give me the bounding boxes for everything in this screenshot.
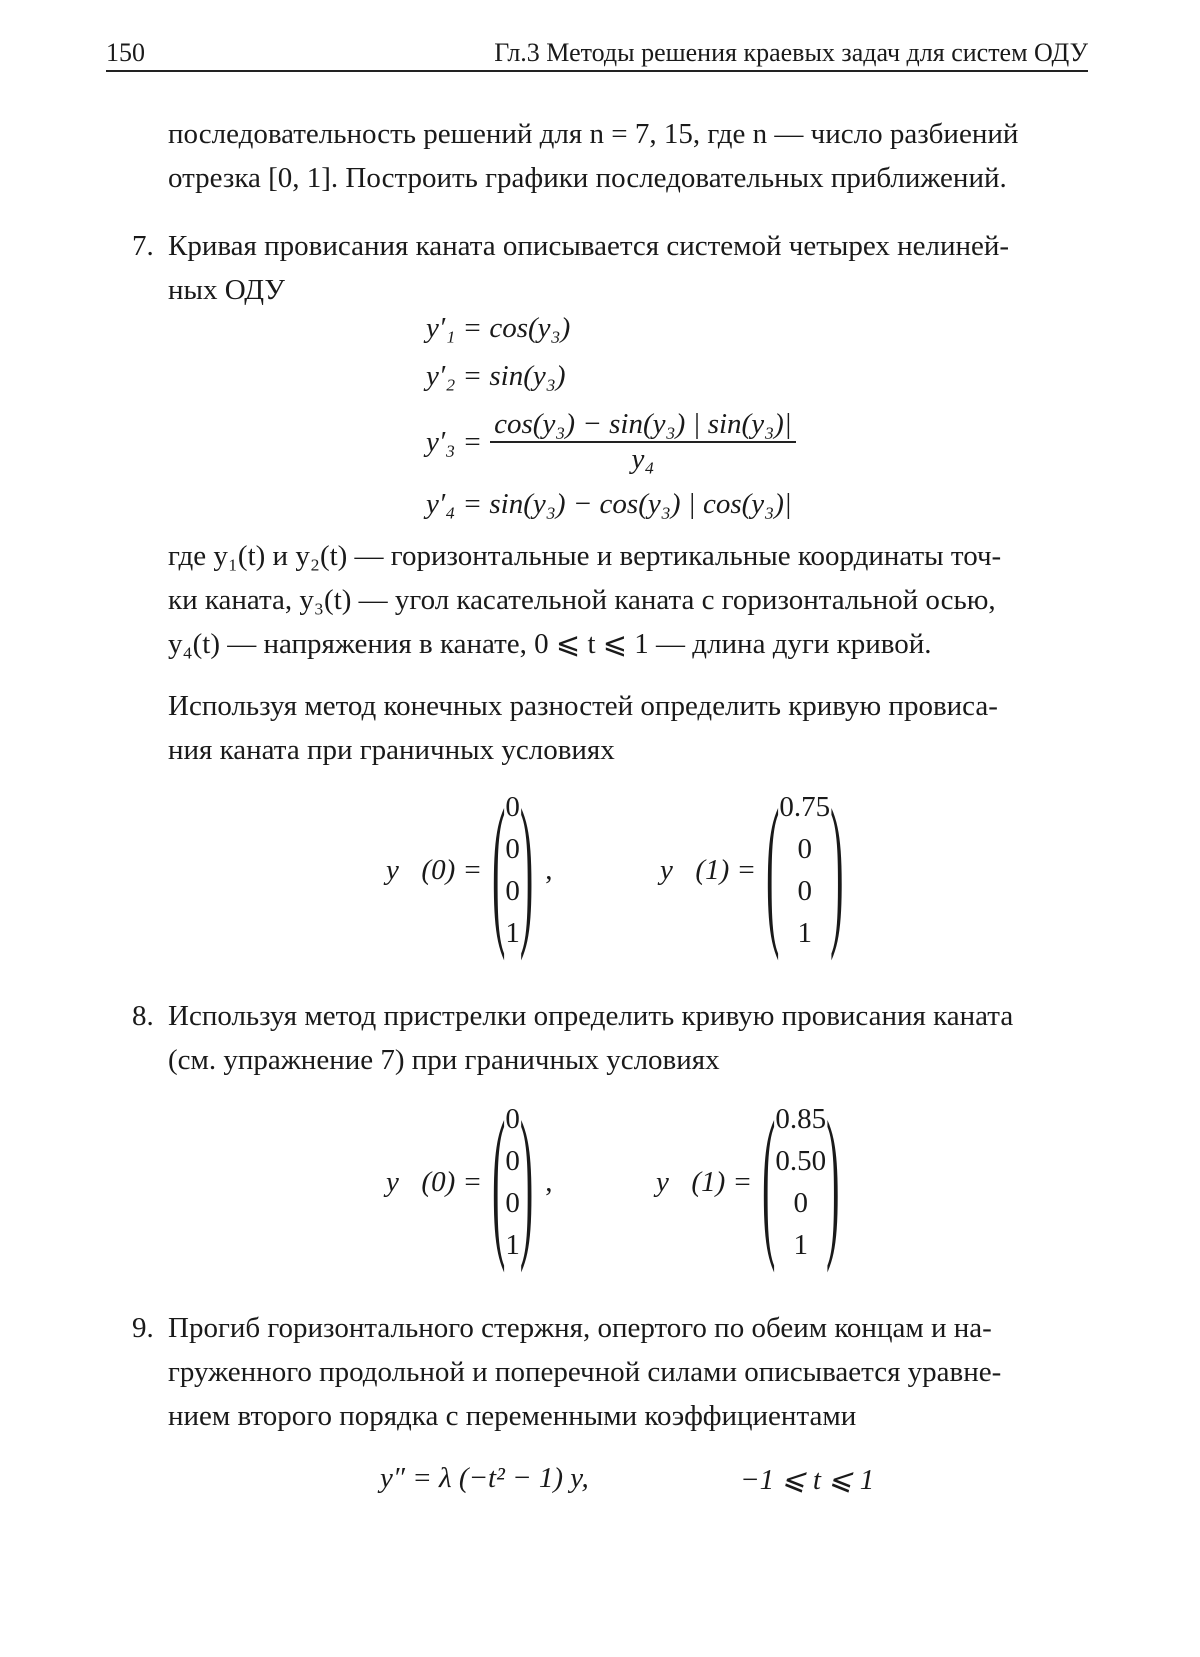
exercise-9-line-1: Прогиб горизонтального стержня, опертого по обеим концам и на-	[168, 1312, 992, 1344]
right-paren: )	[519, 1085, 534, 1275]
bc-right-label: y⃗(1) =	[656, 1165, 753, 1198]
left-paren: (	[766, 773, 780, 963]
right-paren: )	[830, 773, 844, 963]
vector-entry: 0.85	[775, 1103, 827, 1135]
ode-equation-3-denominator: y₄	[631, 443, 655, 475]
left-paren: (	[762, 1085, 776, 1275]
header-rule	[106, 70, 1088, 72]
bc-left-label: y⃗(0) =	[386, 1165, 483, 1198]
exercise-7-bc-right	[660, 773, 844, 963]
vector-entry: 1	[793, 1229, 809, 1261]
exercise-7-number: 7.	[132, 230, 154, 262]
vector-entry: 0	[797, 875, 813, 907]
chapter-title: Гл.3 Методы решения краевых задач для систем ОДУ	[494, 38, 1088, 67]
ode-equation-3-lhs: y′₃ =	[426, 425, 483, 458]
bc-right-vector	[779, 786, 830, 954]
exercise-7-line-2: ных ОДУ	[168, 274, 285, 306]
exercise-7-task-2: ния каната при граничных условиях	[168, 734, 615, 766]
rod-equation-range: −1 ⩽ t ⩽ 1	[740, 1464, 875, 1496]
exercise-9-line-3: нием второго порядка с переменными коэффициентами	[168, 1400, 857, 1432]
page-number: 150	[106, 38, 145, 67]
bc-right-label: y⃗(1) =	[660, 853, 757, 886]
bc-left-label: y⃗(0) =	[386, 853, 483, 886]
intro-line-2: отрезка [0, 1]. Построить графики последовательных приближений.	[168, 162, 1007, 194]
exercise-8-bc-right	[656, 1085, 840, 1275]
vector-entry: 1	[505, 917, 520, 949]
exercise-7-line-1: Кривая провисания каната описывается системой четырех нелиней-	[168, 230, 1010, 262]
intro-line-1: последовательность решений для n = 7, 15, где n — число разбиений	[168, 118, 1019, 150]
exercise-9-number: 9.	[132, 1312, 154, 1344]
exercise-9-line-2: груженного продольной и поперечной силами описывается уравне-	[168, 1356, 1002, 1388]
vector-entry: 0	[797, 833, 813, 865]
ode-equation-2: y′₂ = sin(y₃)	[426, 360, 566, 392]
bc-left-vector	[505, 786, 520, 954]
left-paren: (	[492, 1085, 506, 1275]
bc-separator: ,	[545, 853, 553, 886]
exercise-8-line-1: Используя метод пристрелки определить кривую провисания каната	[168, 1000, 1014, 1032]
vector-entry: 1	[797, 917, 813, 949]
vector-entry: 0	[793, 1187, 809, 1219]
vector-entry: 0	[505, 833, 520, 865]
exercise-7-desc-2: ки каната, y₃(t) — угол касательной каната с горизонтальной осью,	[168, 584, 996, 616]
exercise-7-bc-left	[386, 773, 553, 963]
exercise-7-desc-1: где y₁(t) и y₂(t) — горизонтальные и вертикальные координаты точ-	[168, 540, 1002, 572]
exercise-7-task-1: Используя метод конечных разностей определить кривую провиса-	[168, 690, 998, 722]
vector-entry: 0.50	[775, 1145, 827, 1177]
ode-equation-3	[426, 408, 796, 476]
right-paren: )	[826, 1085, 840, 1275]
left-paren: (	[492, 773, 506, 963]
ode-equation-3-numerator: cos(y₃) − sin(y₃) | sin(y₃)|	[490, 408, 796, 443]
rod-equation: y″ = λ (−t² − 1) y,	[380, 1462, 589, 1494]
vector-entry: 0	[505, 1103, 520, 1135]
vector-entry: 0	[505, 1145, 520, 1177]
vector-entry: 0	[505, 875, 520, 907]
ode-equation-3-fraction	[490, 408, 796, 476]
exercise-7-desc-3: y₄(t) — напряжения в канате, 0 ⩽ t ⩽ 1 — длина дуги кривой.	[168, 628, 932, 660]
exercise-8-line-2: (см. упражнение 7) при граничных условиях	[168, 1044, 720, 1076]
bc-right-vector	[775, 1098, 826, 1266]
exercise-8-bc-left	[386, 1085, 553, 1275]
ode-equation-1: y′₁ = cos(y₃)	[426, 312, 571, 344]
bc-left-vector	[505, 1098, 520, 1266]
vector-entry: 1	[505, 1229, 520, 1261]
bc-separator: ,	[545, 1165, 553, 1198]
vector-entry: 0	[505, 791, 520, 823]
ode-equation-4: y′₄ = sin(y₃) − cos(y₃) | cos(y₃)|	[426, 488, 792, 520]
vector-entry: 0.75	[779, 791, 831, 823]
exercise-8-number: 8.	[132, 1000, 154, 1032]
vector-entry: 0	[505, 1187, 520, 1219]
right-paren: )	[519, 773, 534, 963]
